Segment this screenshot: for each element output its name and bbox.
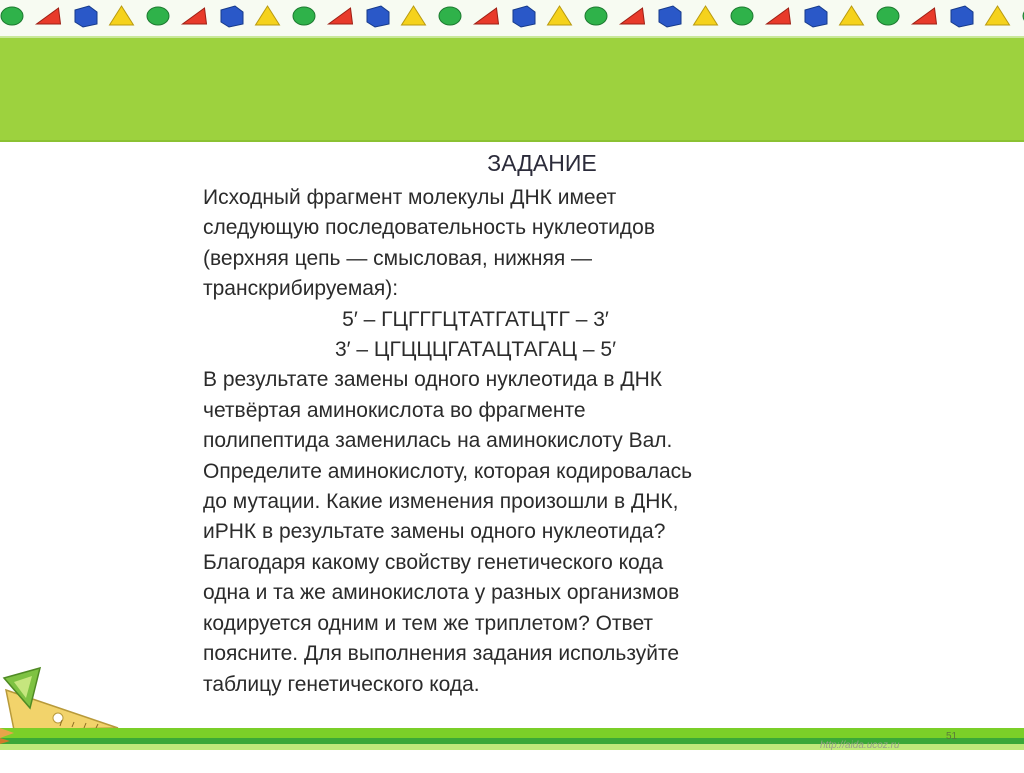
yellow-pyramid-icon [256,6,280,25]
red-prism-icon [37,8,61,24]
yellow-pyramid-icon [986,6,1010,25]
green-circle-icon [439,7,461,25]
blue-cube-icon [367,6,389,27]
task-line: Благодаря какому свойству генетического кода [203,550,664,574]
task-line: таблицу генетического кода. [203,672,480,696]
task-line: (верхняя цепь — смысловая, нижняя — [203,246,593,270]
task-line: до мутации. Какие изменения произошли в ДНК, [203,490,679,514]
blue-cube-icon [221,6,243,27]
page-number: 51 [946,731,958,742]
task-line: Исходный фрагмент молекулы ДНК имеет [203,186,617,209]
red-prism-icon [621,8,645,24]
task-line: иРНК в результате замены одного нуклеотида? [203,520,666,544]
green-circle-icon [585,7,607,25]
red-prism-icon [913,8,937,24]
red-prism-icon [329,8,353,24]
blue-cube-icon [659,6,681,27]
blue-cube-icon [75,6,97,27]
dna-template-strand: 3′ – ЦГЦЦЦГАТАЦТАГАЦ – 5′ [334,338,617,362]
yellow-pyramid-icon [840,6,864,25]
task-line: полипептида заменилась на аминокислоту Вал. [203,429,673,453]
red-prism-icon [767,8,791,24]
site-url: http://aida.ucoz.ru [820,740,900,751]
task-line: поясните. Для выполнения задания используйте [203,642,680,666]
blue-cube-icon [513,6,535,27]
yellow-pyramid-icon [694,6,718,25]
task-line: одна и та же аминокислота у разных организмов [203,581,680,605]
green-circle-icon [293,7,315,25]
task-line: транскрибируемая): [203,277,399,301]
task-text [203,183,803,700]
dna-sense-strand: 5′ – ГЦГГГЦТАТГАТЦТГ – 3′ [342,307,609,331]
green-circle-icon [877,7,899,25]
red-prism-icon [475,8,499,24]
header-band [0,36,1024,142]
task-line: В результате замены одного нуклеотида в ДНК [203,368,663,392]
task-line: Определите аминокислоту, которая кодировалась [203,459,693,483]
task-line: четвёртая аминокислота во фрагменте [203,398,586,422]
yellow-pyramid-icon [548,6,572,25]
yellow-pyramid-icon [110,6,134,25]
task-line: следующую последовательность нуклеотидов [203,216,656,240]
yellow-pyramid-icon [402,6,426,25]
green-circle-icon [147,7,169,25]
task-title: ЗАДАНИЕ [487,150,597,176]
task-line: кодируется одним и тем же триплетом? Ответ [203,611,654,635]
blue-cube-icon [805,6,827,27]
green-circle-icon [731,7,753,25]
green-circle-icon [1,7,23,25]
red-prism-icon [183,8,207,24]
blue-cube-icon [951,6,973,27]
